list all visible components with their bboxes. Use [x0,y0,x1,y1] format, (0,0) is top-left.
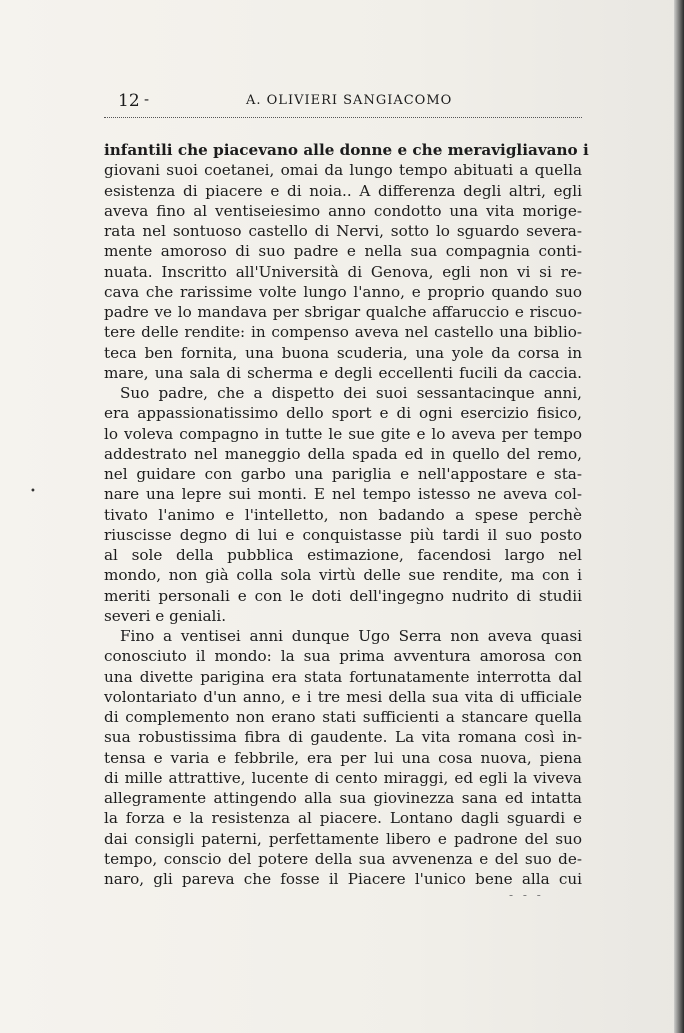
text-line: tivato l'animo e l'intelletto, non badando a spese perchè [104,505,582,524]
page-edge-shadow [674,0,684,1033]
page-header [116,91,582,115]
text-line: esistenza di piacere e di noia.. A differenza degli altri, egli [104,181,582,200]
text-line: mente amoroso di suo padre e nella sua compagnia conti- [104,242,582,261]
text-line: teca ben fornita, una buona scuderia, una yole da corsa in [104,343,582,362]
text-line: padre ve lo mandava per sbrigar qualche affaruccio e riscuo- [104,303,582,321]
text-line: lo voleva compagno in tutte le sue gite e lo aveva per tempo [104,424,582,443]
text-line: mare, una sala di scherma e degli eccellenti fucili da caccia. [104,363,582,382]
text-line: conosciuto il mondo: la sua prima avventura amorosa con [104,647,582,666]
page-number: 12 [118,91,140,111]
text-line: Fino a ventisei anni dunque Ugo Serra non aveva quasi [120,627,582,645]
text-line: Suo padre, che a dispetto dei suoi sessantacinque anni, [120,384,582,402]
paragraph-3 [104,626,582,889]
text-line: nare una lepre sui monti. E nel tempo istesso ne aveva col- [104,485,582,504]
text-line: naro, gli pareva che fosse il Piacere l'unico bene alla cui [104,870,582,888]
text-line: una divette parigina era stata fortunatamente interrotta dal [104,667,582,686]
text-line: al sole della pubblica estimazione, facendosi largo nel [104,546,582,564]
text-line: tere delle rendite: in compenso aveva nel castello una biblio- [104,323,582,342]
text-line: nel guidare con garbo una pariglia e nell'appostare e sta- [104,465,582,483]
text-line: addestrato nel maneggio della spada ed in quello del remo, [104,444,582,463]
text-line: di complemento non erano stati sufficienti a stancare quella [104,708,582,726]
text-line: meriti personali e con le doti dell'ingegno nudrito di studii [104,586,582,605]
text-line: mondo, non già colla sola virtù delle sue rendite, ma con i [104,566,582,585]
text-line: tempo, conscio del potere della sua avvenenza e del suo de- [104,849,582,868]
text-line: infantili che piacevano alle donne e che meravigliavano i [104,141,589,159]
text-line: la forza e la resistenza al piacere. Lontano dagli sguardi e [104,809,582,828]
text-line: aveva fino al ventiseiesimo anno condotto una vita morige- [104,201,582,220]
text-line: tensa e varia e febbrile, era per lui una cosa nuova, piena [104,748,582,767]
text-line: dai consigli paterni, perfettamente libero e padrone del suo [104,829,582,848]
text-line: giovani suoi coetanei, omai da lungo tempo abituati a quella [104,161,582,180]
text-line: allegramente attingendo alla sua giovinezza sana ed intatta [104,789,582,807]
text-line: cava che rarissime volte lungo l'anno, e proprio quando suo [104,282,582,301]
header-dash: - [144,90,150,108]
running-head: A. OLIVIERI SANGIACOMO [246,93,453,108]
text-line: rata nel sontuoso castello di Nervi, sotto lo sguardo severa- [104,222,582,240]
footer-mark: - - - [509,888,544,902]
text-line: di mille attrattive, lucente di cento miraggi, ed egli la viveva [104,768,582,787]
text-line: riuscisse degno di lui e conquistasse più tardi il suo posto [104,525,582,544]
text-line: era appassionatissimo dello sport e di ogni esercizio fisico, [104,404,582,423]
header-rule [104,117,582,118]
text-line: sua robustissima fibra di gaudente. La vita romana così in- [104,728,582,747]
text-line: nuata. Inscritto all'Università di Genova, egli non vi si re- [104,262,582,281]
text-line: severi e geniali. [104,606,227,625]
paragraph-1 [104,140,589,383]
body-text [104,140,589,889]
margin-mark: • [30,486,36,497]
paragraph-2 [104,383,582,626]
text-line: volontariato d'un anno, e i tre mesi della sua vita di ufficiale [104,687,582,706]
